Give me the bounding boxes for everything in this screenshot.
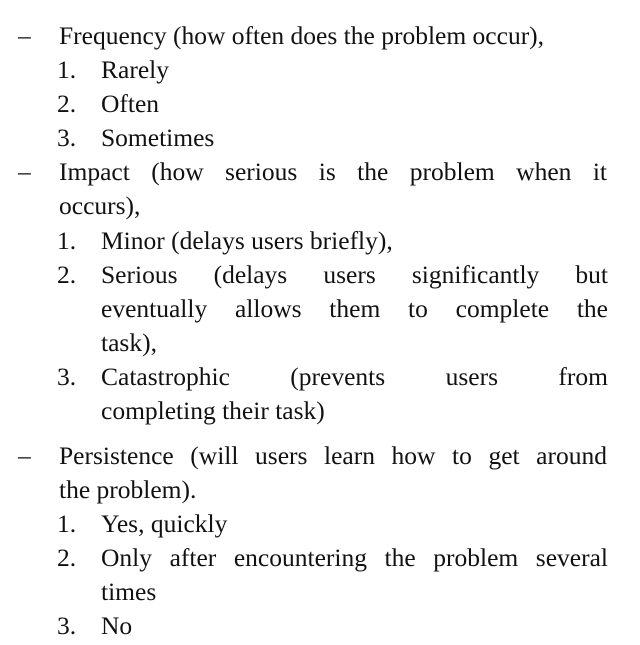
list-number: 1. (57, 509, 77, 538)
list-number: 2. (57, 260, 77, 289)
list-number: 3. (57, 611, 77, 640)
list-item-text: times (101, 577, 157, 606)
list-item-text: Sometimes (101, 123, 215, 152)
list-item-text: Often (101, 89, 160, 118)
list-number: 1. (57, 55, 77, 84)
list-item-text: Only after encountering the problem several (101, 543, 608, 572)
criterion-text-line: occurs), (59, 191, 141, 220)
list-item-text: completing their task) (101, 396, 325, 425)
criterion-text-line: Persistence (will users learn how to get around (59, 441, 607, 470)
list-item-text: task), (101, 328, 157, 357)
list-item-text: Serious (delays users significantly but (101, 260, 608, 289)
list-number: 2. (57, 89, 77, 118)
list-item-text: Yes, quickly (101, 509, 228, 538)
list-number: 1. (57, 226, 77, 255)
list-item-text: eventually allows them to complete the (101, 294, 608, 323)
bullet-dash: – (18, 21, 31, 50)
bullet-dash: – (18, 441, 31, 470)
list-item-text: Catastrophic (prevents users from (101, 362, 608, 391)
list-number: 3. (57, 123, 77, 152)
list-number: 2. (57, 543, 77, 572)
list-item-text: Rarely (101, 55, 169, 84)
list-number: 3. (57, 362, 77, 391)
list-item-text: Minor (delays users briefly), (101, 226, 393, 255)
criterion-text-line: the problem). (59, 475, 197, 504)
criterion-text-line: Impact (how serious is the problem when it (59, 157, 607, 186)
criterion-text-line: Frequency (how often does the problem occur), (59, 21, 545, 50)
bullet-dash: – (18, 157, 31, 186)
list-item-text: No (101, 611, 133, 640)
